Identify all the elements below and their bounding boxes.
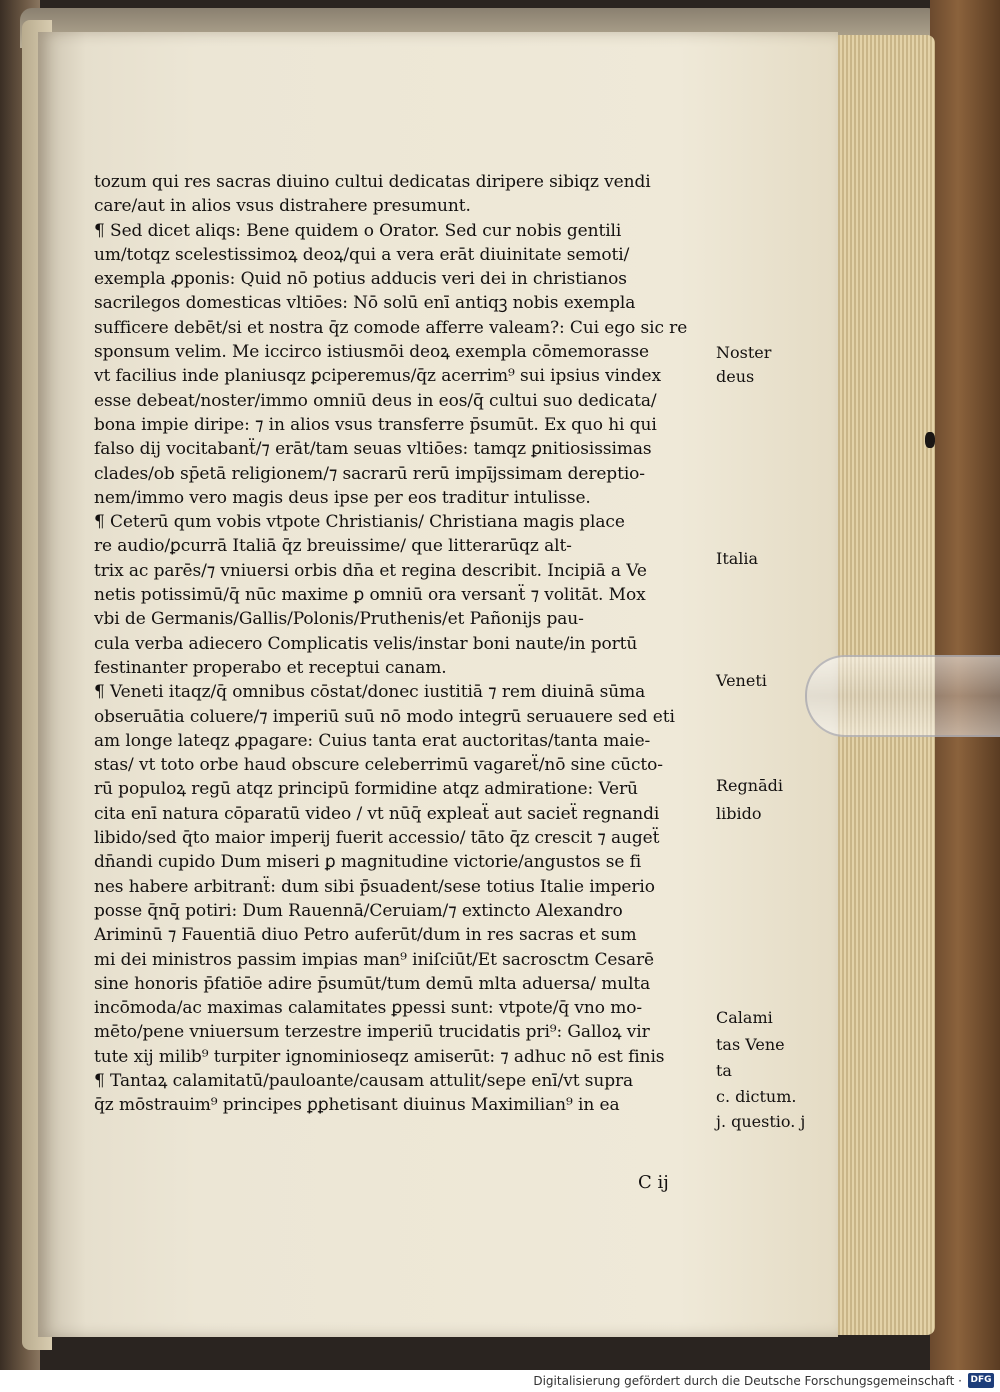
marginal-note: deus xyxy=(716,367,755,386)
plastic-page-clip xyxy=(805,655,1000,737)
marginal-note: c. dictum. xyxy=(716,1087,797,1106)
marginal-note: Italia xyxy=(716,549,759,568)
text-line: stas/ vt toto orbe haud obscure celeberrimū vagareẗ/nō sine cūcto- xyxy=(94,755,663,776)
marginal-note: j. questio. j xyxy=(716,1112,806,1131)
text-line: ¶ Ceterū qum vobis vtpote Christianis/ Christiana magis place xyxy=(94,512,625,533)
text-line: nem/immo vero magis deus ipse per eos traditur intulisse. xyxy=(94,487,591,508)
signature-mark: C ij xyxy=(638,1172,669,1193)
text-line: incōmoda/ac maximas calamitates ꝑpessi sunt: vtpote/q̄ vno mo- xyxy=(94,998,642,1019)
text-line: netis potissimū/q̄ nūc maxime ꝑ omniū ora versanẗ ⁊ volitāt. Mox xyxy=(94,585,646,606)
text-line: dn̄andi cupido Dum miseri ꝑ magnitudine victorie/angustos se fi xyxy=(94,852,642,873)
text-line: um/totqz scelestissimoꝝ deoꝝ/qui a vera erāt diuinitate semoti/ xyxy=(94,244,630,265)
text-line: mēto/pene vniuersum terzestre imperiū trucidatis pri⁹: Galloꝝ vir xyxy=(94,1022,650,1043)
text-line: trix ac parēs/⁊ vniuersi orbis dn̄a et regina describit. Incipiā a Ve xyxy=(94,560,647,581)
text-line: cula verba adiecero Complicatis velis/instar boni naute/in portū xyxy=(94,633,638,654)
text-line: exempla ꝓponis: Quid nō potius adducis veri dei in christianos xyxy=(94,269,627,290)
text-line: obseruātia coluere/⁊ imperiū suū nō modo integrū seruauere sed eti xyxy=(94,706,675,727)
text-line: sine honoris p̄fatiōe adire p̄sumūt/tum demū mlta aduersa/ multa xyxy=(94,973,651,994)
text-line: posse q̄nq̄ potiri: Dum Rauennā/Ceruiam/⁊ extincto Alexandro xyxy=(94,900,623,921)
body-text xyxy=(94,170,714,1118)
text-line: re audio/ꝑcurrā Italiā q̄z breuissime/ que litterarūqz alt- xyxy=(94,536,572,557)
text-line: Ariminū ⁊ Fauentiā diuo Petro auferūt/dum in res sacras et sum xyxy=(94,925,637,946)
marginal-note: Calami xyxy=(716,1008,773,1027)
ink-blot xyxy=(925,432,935,448)
dfg-logo: DFG xyxy=(968,1373,994,1388)
marginal-note: Regnādi xyxy=(716,776,783,795)
text-line: clades/ob sp̄etā religionem/⁊ sacrarū rerū impījssimam dereptio- xyxy=(94,463,645,484)
text-line: am longe lateqz ꝓpagare: Cuius tanta erat auctoritas/tanta maie- xyxy=(94,730,651,751)
printed-page xyxy=(38,32,838,1337)
marginal-note: Veneti xyxy=(716,671,767,690)
text-line: ¶ Sed dicet aliqs: Bene quidem o Orator. Sed cur nobis gentili xyxy=(94,220,622,241)
text-line: sufficere debēt/si et nostra q̄z comode afferre valeam?: Cui ego sic re xyxy=(94,317,688,338)
funding-notice: Digitalisierung gefördert durch die Deutsche Forschungsgemeinschaft · xyxy=(533,1374,962,1388)
text-line: tute xij milib⁹ turpiter ignominioseqz amiserūt: ⁊ adhuc nō est finis xyxy=(94,1046,665,1067)
text-line: ¶ Tantaꝝ calamitatū/pauloante/causam attulit/sepe enī/vt supra xyxy=(94,1070,634,1091)
text-line: mi dei ministros passim impias man⁹ iniſciūt/Et sacrosctm Cesarē xyxy=(94,949,655,970)
footer-bar xyxy=(0,1370,1000,1392)
text-line: festinanter properabo et receptui canam. xyxy=(94,657,447,678)
text-line: bona impie diripe: ⁊ in alios vsus transferre p̄sumūt. Ex quo hi qui xyxy=(94,414,657,435)
text-line: vt facilius inde planiusqz ꝑciperemus/q̄z acerrim⁹ sui ipsius vindex xyxy=(94,366,661,387)
marginal-note: libido xyxy=(716,804,762,823)
text-line: sponsum velim. Me iccirco istiusmōi deoꝝ exempla cōmemorasse xyxy=(94,342,649,363)
text-line: ¶ Veneti itaqz/q̄ omnibus cōstat/donec iustitiā ⁊ rem diuinā sūma xyxy=(94,682,646,703)
text-line: rū populoꝝ regū atqz principū formidine atqz admiratione: Verū xyxy=(94,779,638,800)
text-line: tozum qui res sacras diuino cultui dedicatas diripere sibiqz vendi xyxy=(94,172,651,192)
text-line: q̄z mōstrauim⁹ principes ꝑꝑhetisant diuinus Maximilian⁹ in ea xyxy=(94,1095,620,1116)
marginal-note: ta xyxy=(716,1061,732,1080)
text-line: nes habere arbitranẗ: dum sibi p̄suadent/sese totius Italie imperio xyxy=(94,876,655,897)
text-line: falso dij vocitabanẗ/⁊ erāt/tam seuas vltiōes: tamqz ꝑnitiosissimas xyxy=(94,439,652,460)
marginal-note: Noster xyxy=(716,343,772,362)
text-line: care/aut in alios vsus distrahere presumunt. xyxy=(94,196,471,217)
text-line: sacrilegos domesticas vltiōes: Nō solū enī antiqꝫ nobis exempla xyxy=(94,293,636,314)
text-line: libido/sed q̄to maior imperij fuerit accessio/ tāto q̄z crescit ⁊ augeẗ xyxy=(94,828,660,849)
text-line: esse debeat/noster/immo omniū deus in eos/q̄ cultui suo dedicata/ xyxy=(94,390,657,411)
text-line: cita enī natura cōparatū video / vt nūq̄ expleaẗ aut sacieẗ regnandi xyxy=(94,803,660,824)
marginal-note: tas Vene xyxy=(716,1035,785,1054)
text-line: vbi de Germanis/Gallis/Polonis/Pruthenis/et Pañonijs pau- xyxy=(94,609,584,630)
